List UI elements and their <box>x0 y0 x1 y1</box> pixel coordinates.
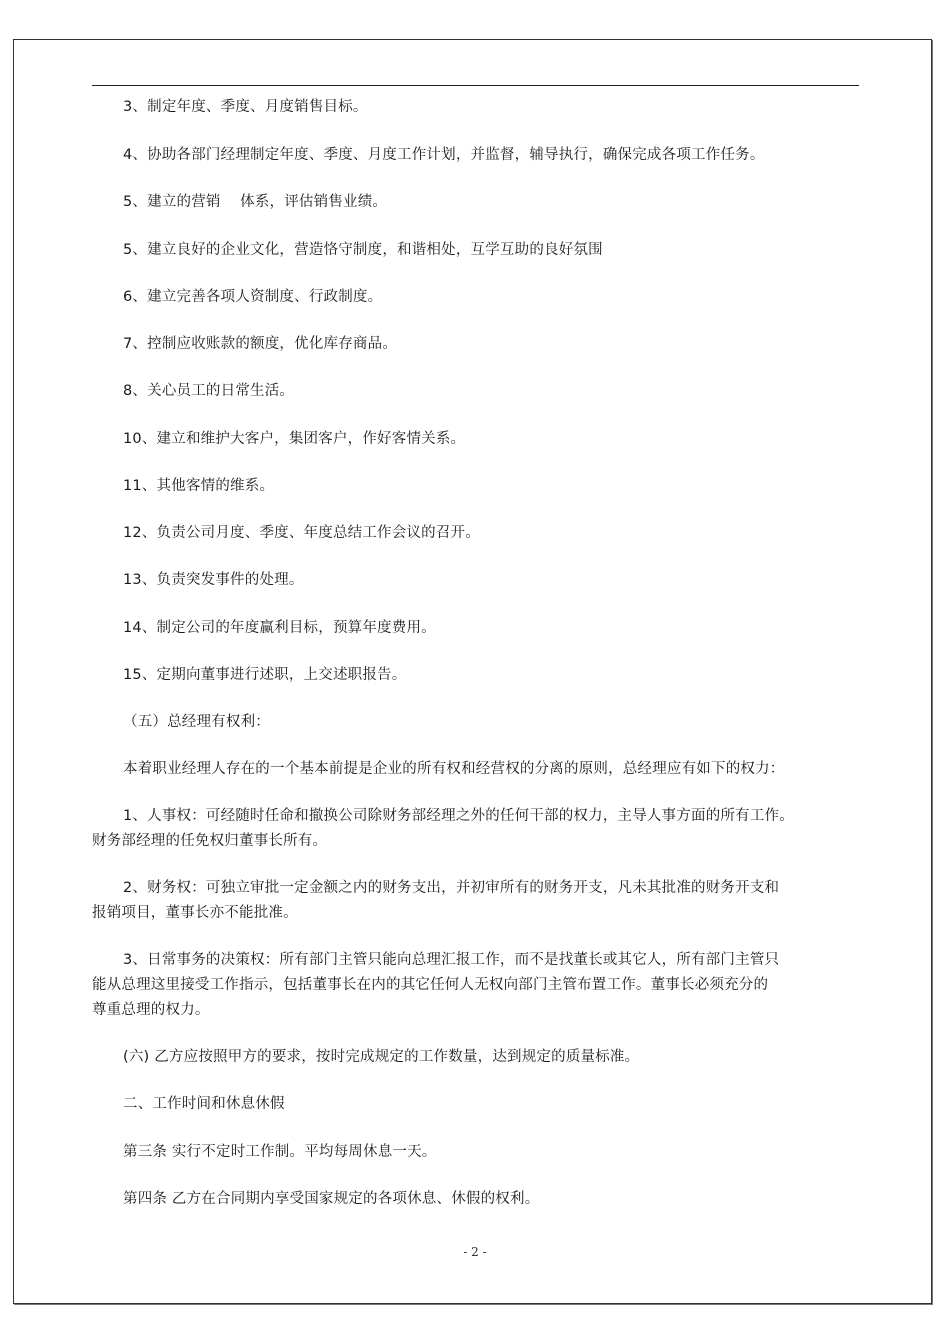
paragraph-line: 2、财务权：可独立审批一定金额之内的财务支出，并初审所有的财务开支，凡未其批准的财务开支和 <box>123 880 780 896</box>
article: 第三条 实行不定时工作制。平均每周休息一天。 <box>123 1144 437 1160</box>
section-heading: （五）总经理有权利： <box>123 714 270 730</box>
paragraph-line: 3、日常事务的决策权：所有部门主管只能向总理汇报工作，而不是找董长或其它人，所有部门主管只 <box>123 952 780 968</box>
list-item: 13、负责突发事件的处理。 <box>123 572 304 588</box>
list-item: 8、关心员工的日常生活。 <box>123 383 295 399</box>
list-item: 15、定期向董事进行述职，上交述职报告。 <box>123 667 407 683</box>
list-item: 14、制定公司的年度赢利目标，预算年度费用。 <box>123 620 436 636</box>
list-item: 6、建立完善各项人资制度、行政制度。 <box>123 289 383 305</box>
paragraph-line: 报销项目，董事长亦不能批准。 <box>92 905 298 921</box>
page-number: - 2 - <box>463 1245 487 1259</box>
paragraph-line: 1、人事权：可经随时任命和撤换公司除财务部经理之外的任何干部的权力，主导人事方面的所有工作。 <box>123 808 794 824</box>
list-item: 5、建立的营销 体系，评估销售业绩。 <box>123 194 388 210</box>
paragraph: (六) 乙方应按照甲方的要求，按时完成规定的工作数量，达到规定的质量标准。 <box>123 1049 640 1065</box>
paragraph: 本着职业经理人存在的一个基本前提是企业的所有权和经营权的分离的原则，总经理应有如下的权力： <box>123 761 785 777</box>
paragraph-line: 财务部经理的任免权归董事长所有。 <box>92 833 328 849</box>
chapter-heading: 二、工作时间和休息休假 <box>123 1096 285 1112</box>
list-item: 10、建立和维护大客户，集团客户，作好客情关系。 <box>123 431 466 447</box>
list-item: 3、制定年度、季度、月度销售目标。 <box>123 99 368 115</box>
list-item: 11、其他客情的维系。 <box>123 478 275 494</box>
list-item: 12、负责公司月度、季度、年度总结工作会议的召开。 <box>123 525 480 541</box>
paragraph-line: 尊重总理的权力。 <box>92 1002 210 1018</box>
article: 第四条 乙方在合同期内享受国家规定的各项休息、休假的权利。 <box>123 1191 540 1207</box>
list-item: 7、控制应收账款的额度，优化库存商品。 <box>123 336 398 352</box>
paragraph-line: 能从总理这里接受工作指示，包括董事长在内的其它任何人无权向部门主管布置工作。董事长必须充分的 <box>92 977 769 993</box>
document-body <box>92 0 862 1250</box>
list-item: 5、建立良好的企业文化，营造恪守制度，和谐相处，互学互助的良好氛围 <box>123 242 603 258</box>
list-item: 4、协助各部门经理制定年度、季度、月度工作计划，并监督，辅导执行，确保完成各项工作任务。 <box>123 147 765 163</box>
